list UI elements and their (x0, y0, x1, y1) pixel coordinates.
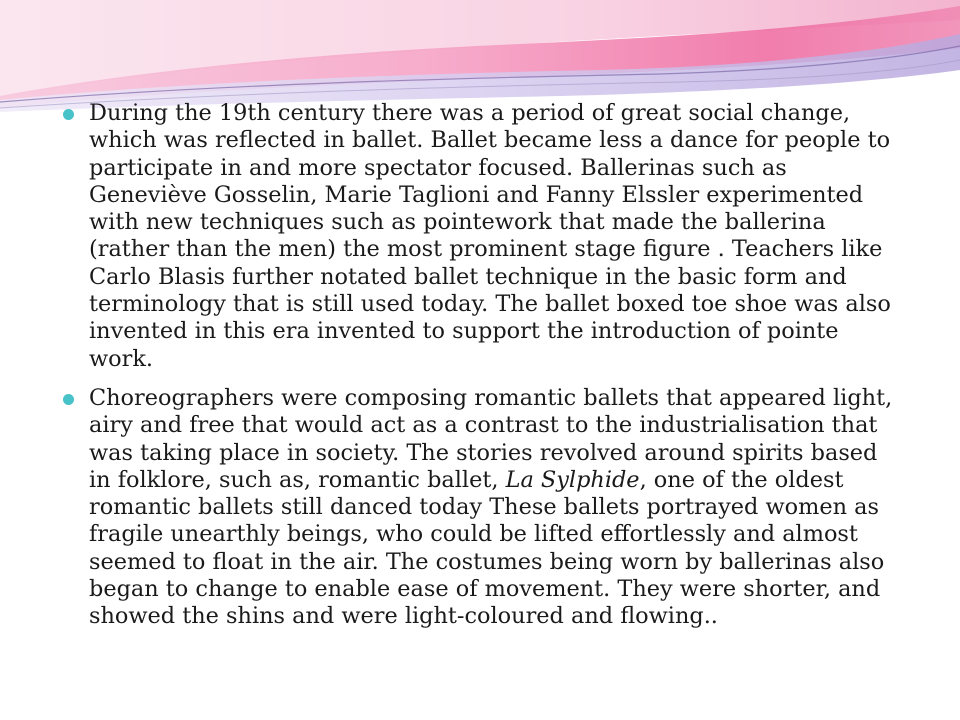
ballet-title-italic: La Sylphide (505, 466, 640, 493)
bullet-dot-icon (63, 109, 74, 120)
bullet-item-romantic-ballets (58, 385, 906, 631)
bullet-text-part-after: , one of the oldest romantic ballets still danced today These ballets portrayed women as fragile unearthly beings, who could be lifted effortlessly and almost seemed to float in the air. The costumes being worn by ballerinas also began to change to enable ease of movement. They were shorter, and showed the shins and were light-coloured and flowing.. (89, 466, 885, 630)
bullet-dot-icon (63, 394, 74, 405)
bullet-text: During the 19th century there was a period of great social change, which was reflected in ballet. Ballet became less a dance for people to participate in and more spectator focused. Ballerinas such as Geneviève Gosselin, Marie Taglioni and Fanny Elssler experimented with new techniques such as pointework that made the ballerina (rather than the men) the most prominent stage figure . Teachers like Carlo Blasis further notated ballet technique in the basic form and terminology that is still used today. The ballet boxed toe shoe was also invented in this era invented to support the introduction of pointe work. (89, 100, 891, 372)
bullet-item-19th-century (58, 100, 906, 373)
bullet-text (89, 385, 892, 629)
bullet-list (58, 100, 906, 643)
bullet-text-part-before: Choreographers were composing romantic ballets that appeared light, airy and free that would act as a contrast to the industrialisation that was taking place in society. The stories revolved around spirits based in folklore, such as, romantic ballet, (89, 384, 893, 493)
